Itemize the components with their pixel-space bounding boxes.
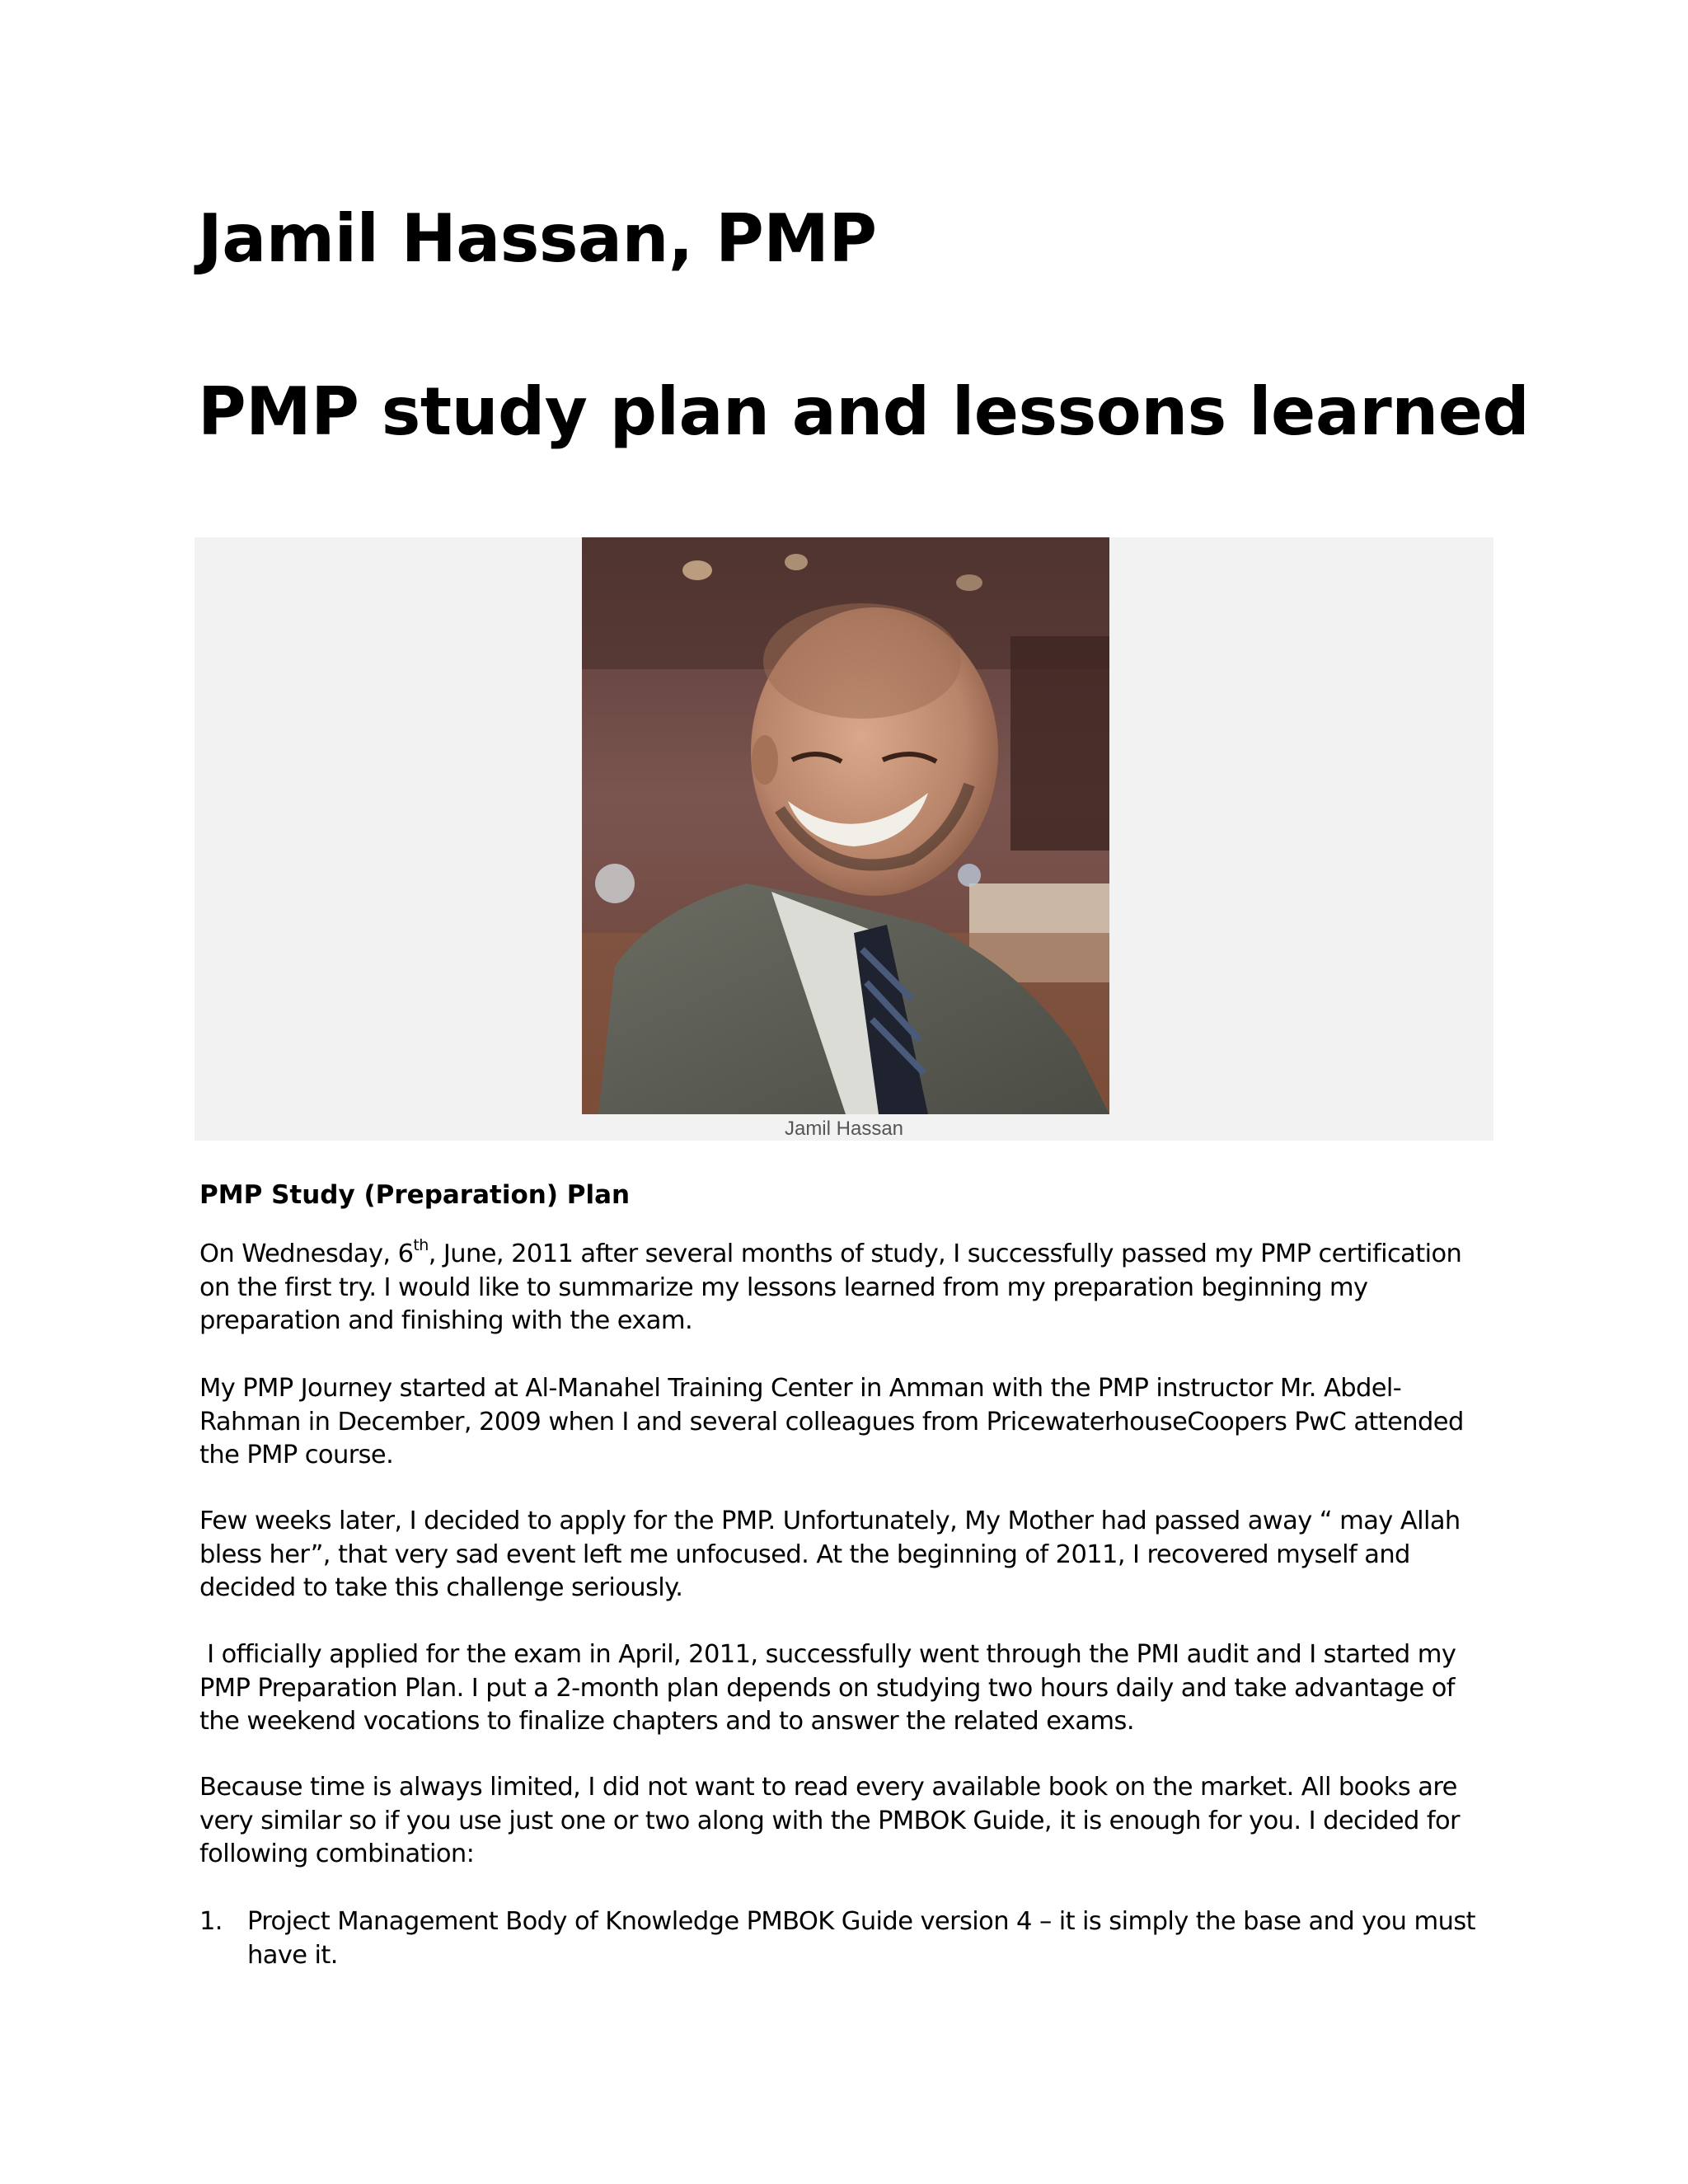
paragraph-line: Few weeks later, I decided to apply for the PMP. Unfortunately, My Mother had passed away “ may Allah xyxy=(199,1507,1461,1535)
paragraph-line: Because time is always limited, I did not want to read every available book on the market. All books are xyxy=(199,1773,1457,1802)
paragraph-book-selection xyxy=(199,1771,1502,1872)
text-run: On Wednesday, 6 xyxy=(199,1240,414,1268)
paragraph-line: preparation and finishing with the exam. xyxy=(199,1306,693,1335)
photo-caption: Jamil Hassan xyxy=(784,1118,904,1140)
paragraph-line: Rahman in December, 2009 when I and several colleagues from PricewaterhouseCoopers PwC attended xyxy=(199,1407,1464,1436)
paragraph-line: very similar so if you use just one or two along with the PMBOK Guide, it is enough for you. I decided for xyxy=(199,1806,1460,1835)
document-title: PMP study plan and lessons learned xyxy=(198,373,1530,450)
paragraph-journey-start xyxy=(199,1372,1502,1473)
paragraph-exam-passed xyxy=(199,1238,1502,1338)
paragraph-delay xyxy=(199,1505,1502,1605)
section-heading: PMP Study (Preparation) Plan xyxy=(199,1180,631,1210)
paragraph-line: the weekend vocations to finalize chapters and to answer the related exams. xyxy=(199,1707,1134,1736)
paragraph-line: My PMP Journey started at Al-Manahel Training Center in Amman with the PMP instructor Mr. Abdel- xyxy=(199,1374,1402,1403)
paragraph-line: PMP Preparation Plan. I put a 2-month plan depends on studying two hours daily and take advantage of xyxy=(199,1673,1455,1703)
paragraph-line: on the first try. I would like to summarize my lessons learned from my preparation beginning my xyxy=(199,1272,1368,1302)
portrait-image xyxy=(582,537,1109,1114)
ordinal-superscript: th xyxy=(413,1236,429,1254)
paragraph-application xyxy=(199,1638,1502,1739)
paragraph-line: have it. xyxy=(247,1940,338,1970)
paragraph-line: decided to take this challenge seriously. xyxy=(199,1573,683,1602)
paragraph-line: the PMP course. xyxy=(199,1441,394,1469)
paragraph-line: bless her”, that very sad event left me unfocused. At the beginning of 2011, I recovered myself and xyxy=(199,1540,1410,1569)
paragraph-line: I officially applied for the exam in April, 2011, successfully went through the PMI audit and I started my xyxy=(199,1640,1456,1669)
list-item-text xyxy=(247,1905,1475,1972)
paragraph-line xyxy=(199,1238,1502,1272)
author-name-title: Jamil Hassan, PMP xyxy=(198,200,877,277)
paragraph-line: following combination: xyxy=(199,1840,475,1868)
photo-figure xyxy=(195,537,1493,1141)
author-photo xyxy=(582,537,1109,1114)
paragraph-line: Project Management Body of Knowledge PMBOK Guide version 4 – it is simply the base and you must xyxy=(247,1907,1475,1936)
list-number: 1. xyxy=(199,1907,223,1936)
text-run: , June, 2011 after several months of study, I successfully passed my PMP certification xyxy=(428,1240,1462,1268)
